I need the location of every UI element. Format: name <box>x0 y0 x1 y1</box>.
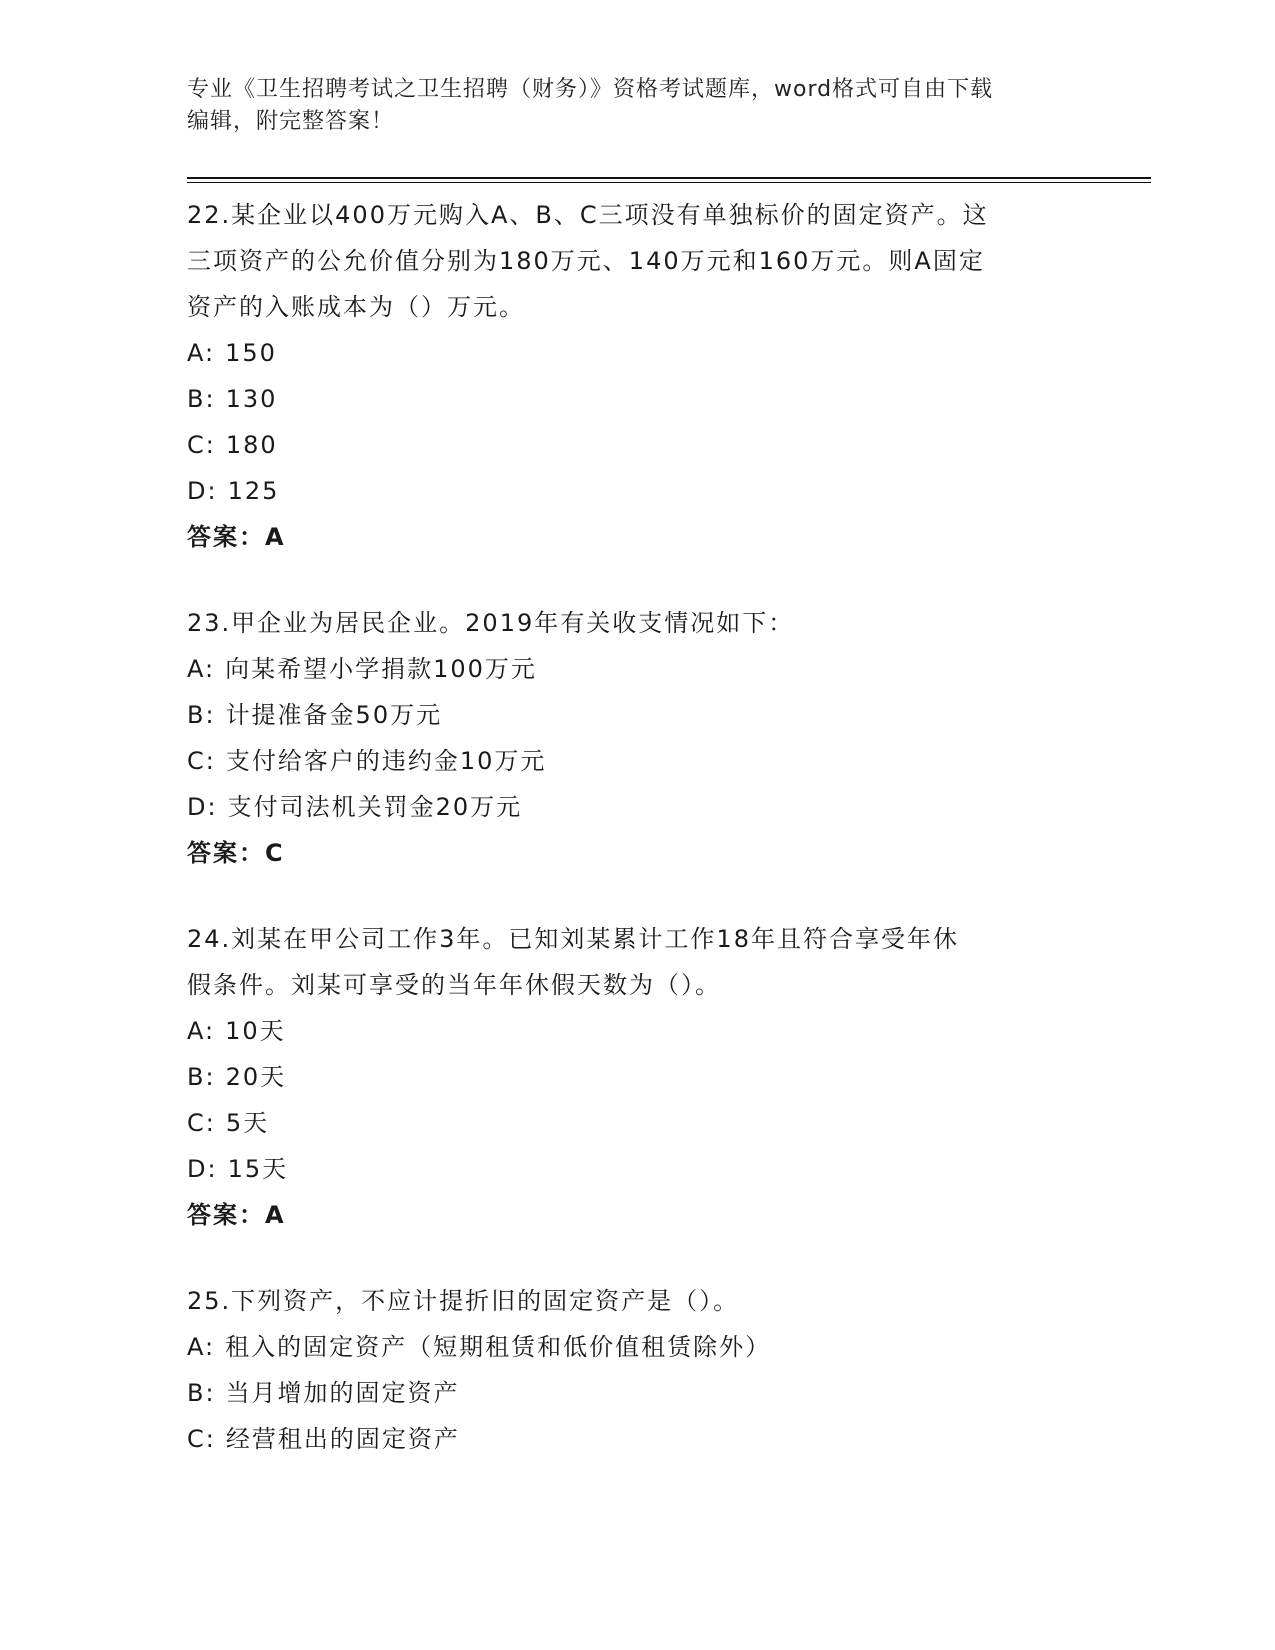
answer-line: 答案：A <box>187 523 286 551</box>
option-text: 向某希望小学捐款100万元 <box>225 655 537 683</box>
question-stem-line: 三项资产的公允价值分别为180万元、140万元和160万元。则A固定 <box>187 247 985 275</box>
option-letter: B: <box>187 1379 216 1407</box>
header-line-1: 专业《卫生招聘考试之卫生招聘（财务）》资格考试题库，word格式可自由下载 <box>187 77 994 102</box>
document-header <box>187 74 1087 138</box>
option-letter: B: <box>187 385 216 413</box>
option-row <box>187 1416 1087 1462</box>
question-spacer <box>187 1238 1087 1278</box>
option-row <box>187 1100 1087 1146</box>
question-spacer <box>187 876 1087 916</box>
option-row <box>187 646 1087 692</box>
question-block <box>187 1278 1087 1462</box>
option-letter: A: <box>187 1017 216 1045</box>
option-row <box>187 1370 1087 1416</box>
option-text: 15天 <box>227 1155 289 1183</box>
option-letter: A: <box>187 655 216 683</box>
option-text: 150 <box>225 339 277 367</box>
header-rule-thick <box>187 177 1151 179</box>
question-stem-line: 资产的入账成本为（）万元。 <box>187 293 525 321</box>
option-row <box>187 1324 1087 1370</box>
option-row <box>187 330 1087 376</box>
option-text: 20天 <box>225 1063 287 1091</box>
option-row <box>187 376 1087 422</box>
option-row <box>187 1146 1087 1192</box>
option-row <box>187 784 1087 830</box>
option-row <box>187 1008 1087 1054</box>
option-row <box>187 738 1087 784</box>
option-letter: C: <box>187 1109 216 1137</box>
option-text: 当月增加的固定资产 <box>225 1379 460 1407</box>
option-letter: D: <box>187 793 218 821</box>
option-text: 5天 <box>225 1109 270 1137</box>
question-list <box>187 192 1087 1462</box>
question-block <box>187 192 1087 600</box>
question-spacer <box>187 560 1087 600</box>
option-letter: D: <box>187 477 218 505</box>
option-row <box>187 422 1087 468</box>
option-text: 支付给客户的违约金10万元 <box>225 747 547 775</box>
option-text: 10天 <box>225 1017 286 1045</box>
option-row <box>187 692 1087 738</box>
option-letter: A: <box>187 339 216 367</box>
question-stem-line: 24.刘某在甲公司工作3年。已知刘某累计工作18年且符合享受年休 <box>187 925 959 953</box>
option-letter: B: <box>187 1063 216 1091</box>
answer-line: 答案：A <box>187 1201 286 1229</box>
option-row <box>187 1054 1087 1100</box>
option-text: 180 <box>225 431 278 459</box>
question-block <box>187 916 1087 1278</box>
question-block <box>187 600 1087 916</box>
option-text: 经营租出的固定资产 <box>225 1425 460 1453</box>
option-letter: C: <box>187 431 216 459</box>
option-letter: C: <box>187 1425 216 1453</box>
header-rule-thin <box>187 182 1151 183</box>
question-stem-line: 25.下列资产，不应计提折旧的固定资产是（）。 <box>187 1287 740 1315</box>
answer-line: 答案：C <box>187 839 285 867</box>
option-letter: A: <box>187 1333 216 1361</box>
option-text: 130 <box>225 385 278 413</box>
header-line-2: 编辑，附完整答案！ <box>187 109 395 134</box>
question-stem-line: 23.甲企业为居民企业。2019年有关收支情况如下： <box>187 609 795 637</box>
question-stem-line: 22.某企业以400万元购入A、B、C三项没有单独标价的固定资产。这 <box>187 201 989 229</box>
question-stem-line: 假条件。刘某可享受的当年年休假天数为（）。 <box>187 971 721 999</box>
option-text: 支付司法机关罚金20万元 <box>227 793 523 821</box>
option-letter: B: <box>187 701 216 729</box>
option-text: 计提准备金50万元 <box>225 701 443 729</box>
option-letter: C: <box>187 747 216 775</box>
option-row <box>187 468 1087 514</box>
option-letter: D: <box>187 1155 218 1183</box>
option-text: 租入的固定资产（短期租赁和低价值租赁除外） <box>225 1333 772 1361</box>
option-text: 125 <box>227 477 280 505</box>
